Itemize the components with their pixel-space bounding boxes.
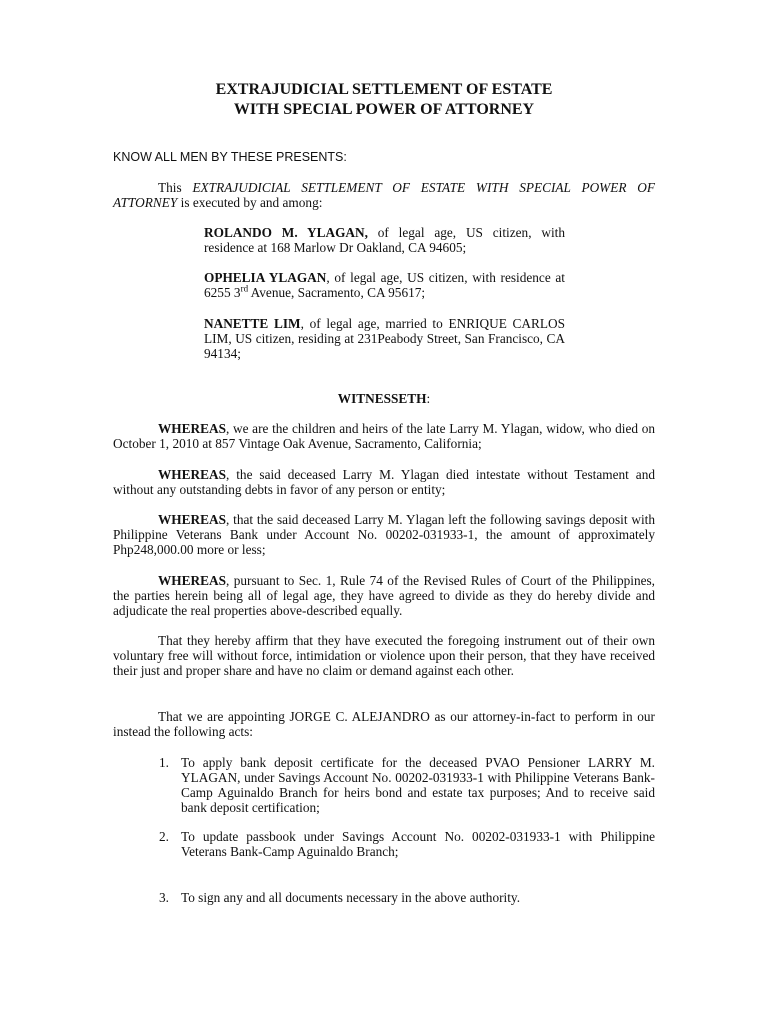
party-nanette (204, 316, 565, 361)
document-title-line-1: EXTRAJUDICIAL SETTLEMENT OF ESTATE (215, 81, 553, 98)
witnesseth-colon: : (426, 391, 431, 406)
witnesseth-heading (113, 391, 655, 406)
act-item-3: To sign any and all documents necessary in the above authority. (181, 890, 521, 905)
intro-prefix: This (158, 180, 193, 195)
party-details-end: Avenue, Sacramento, CA 95617; (248, 285, 426, 300)
affirmation-paragraph: That they hereby affirm that they have executed the foregoing instrument out of their own voluntary free will without force, intimidation or violence upon their person, that they have received their just and proper share and have no claim or demand against each other. (113, 633, 655, 678)
whereas-clause-3 (113, 512, 655, 557)
ordinal-superscript: rd (240, 283, 249, 294)
act-item-1: To apply bank deposit certificate for the deceased PVAO Pensioner LARRY M. YLAGAN, under Savings Account No. 00202-031933-1 with Philippine Veterans Bank-Camp Aguinaldo Branch for heirs bond and estate tax purposes; And to receive said bank deposit certification; (181, 755, 655, 815)
whereas-label: WHEREAS (158, 512, 226, 527)
party-name: ROLANDO M. YLAGAN, (204, 225, 368, 240)
opening-line: KNOW ALL MEN BY THESE PRESENTS: (113, 150, 347, 164)
witnesseth-word: WITNESSETH (337, 391, 427, 406)
party-ophelia (204, 270, 565, 300)
party-details: , of legal age, married to ENRIQUE CARLOS LIM, US citizen, residing at 231Peabody Street, San Francisco, CA 94134; (204, 316, 565, 361)
act-number: 2. (159, 829, 169, 844)
whereas-label: WHEREAS (158, 421, 226, 436)
party-name: OPHELIA YLAGAN (204, 270, 327, 285)
whereas-text: , that the said deceased Larry M. Ylagan left the following savings deposit with Philippine Veterans Bank under Account No. 00202-031933-1, the amount of approximately Php248,000.00 more or less; (113, 512, 655, 557)
whereas-label: WHEREAS (158, 573, 226, 588)
appointment-paragraph: That we are appointing JORGE C. ALEJANDRO as our attorney-in-fact to perform in our instead the following acts: (113, 709, 655, 739)
act-number: 1. (159, 755, 169, 770)
party-rolando (204, 225, 565, 255)
whereas-clause-2 (113, 467, 655, 497)
party-name: NANETTE LIM (204, 316, 301, 331)
whereas-clause-1 (113, 421, 655, 451)
whereas-text: , pursuant to Sec. 1, Rule 74 of the Revised Rules of Court of the Philippines, the parties herein being all of legal age, they have agreed to divide as they do hereby divide and adjudicate the real properties above-described equally. (113, 573, 655, 618)
document-title-line-2: WITH SPECIAL POWER OF ATTORNEY (233, 101, 535, 118)
intro-suffix: is executed by and among: (177, 195, 323, 210)
party-details: of legal age, US citizen, with residence at 168 Marlow Dr Oakland, CA 94605; (204, 225, 565, 255)
whereas-text: , the said deceased Larry M. Ylagan died intestate without Testament and without any outstanding debts in favor of any person or entity; (113, 467, 655, 497)
whereas-clause-4 (113, 573, 655, 618)
whereas-label: WHEREAS (158, 467, 226, 482)
intro-paragraph (113, 180, 655, 210)
intro-document-name: EXTRAJUDICIAL SETTLEMENT OF ESTATE WITH SPECIAL POWER OF ATTORNEY (113, 180, 656, 210)
act-number: 3. (159, 890, 169, 905)
act-item-2: To update passbook under Savings Account No. 00202-031933-1 with Philippine Veterans Bank-Camp Aguinaldo Branch; (181, 829, 655, 859)
party-details: , of legal age, US citizen, with residence at 6255 3 (204, 270, 565, 300)
whereas-text: , we are the children and heirs of the late Larry M. Ylagan, widow, who died on October 1, 2010 at 857 Vintage Oak Avenue, Sacramento, California; (113, 421, 655, 451)
